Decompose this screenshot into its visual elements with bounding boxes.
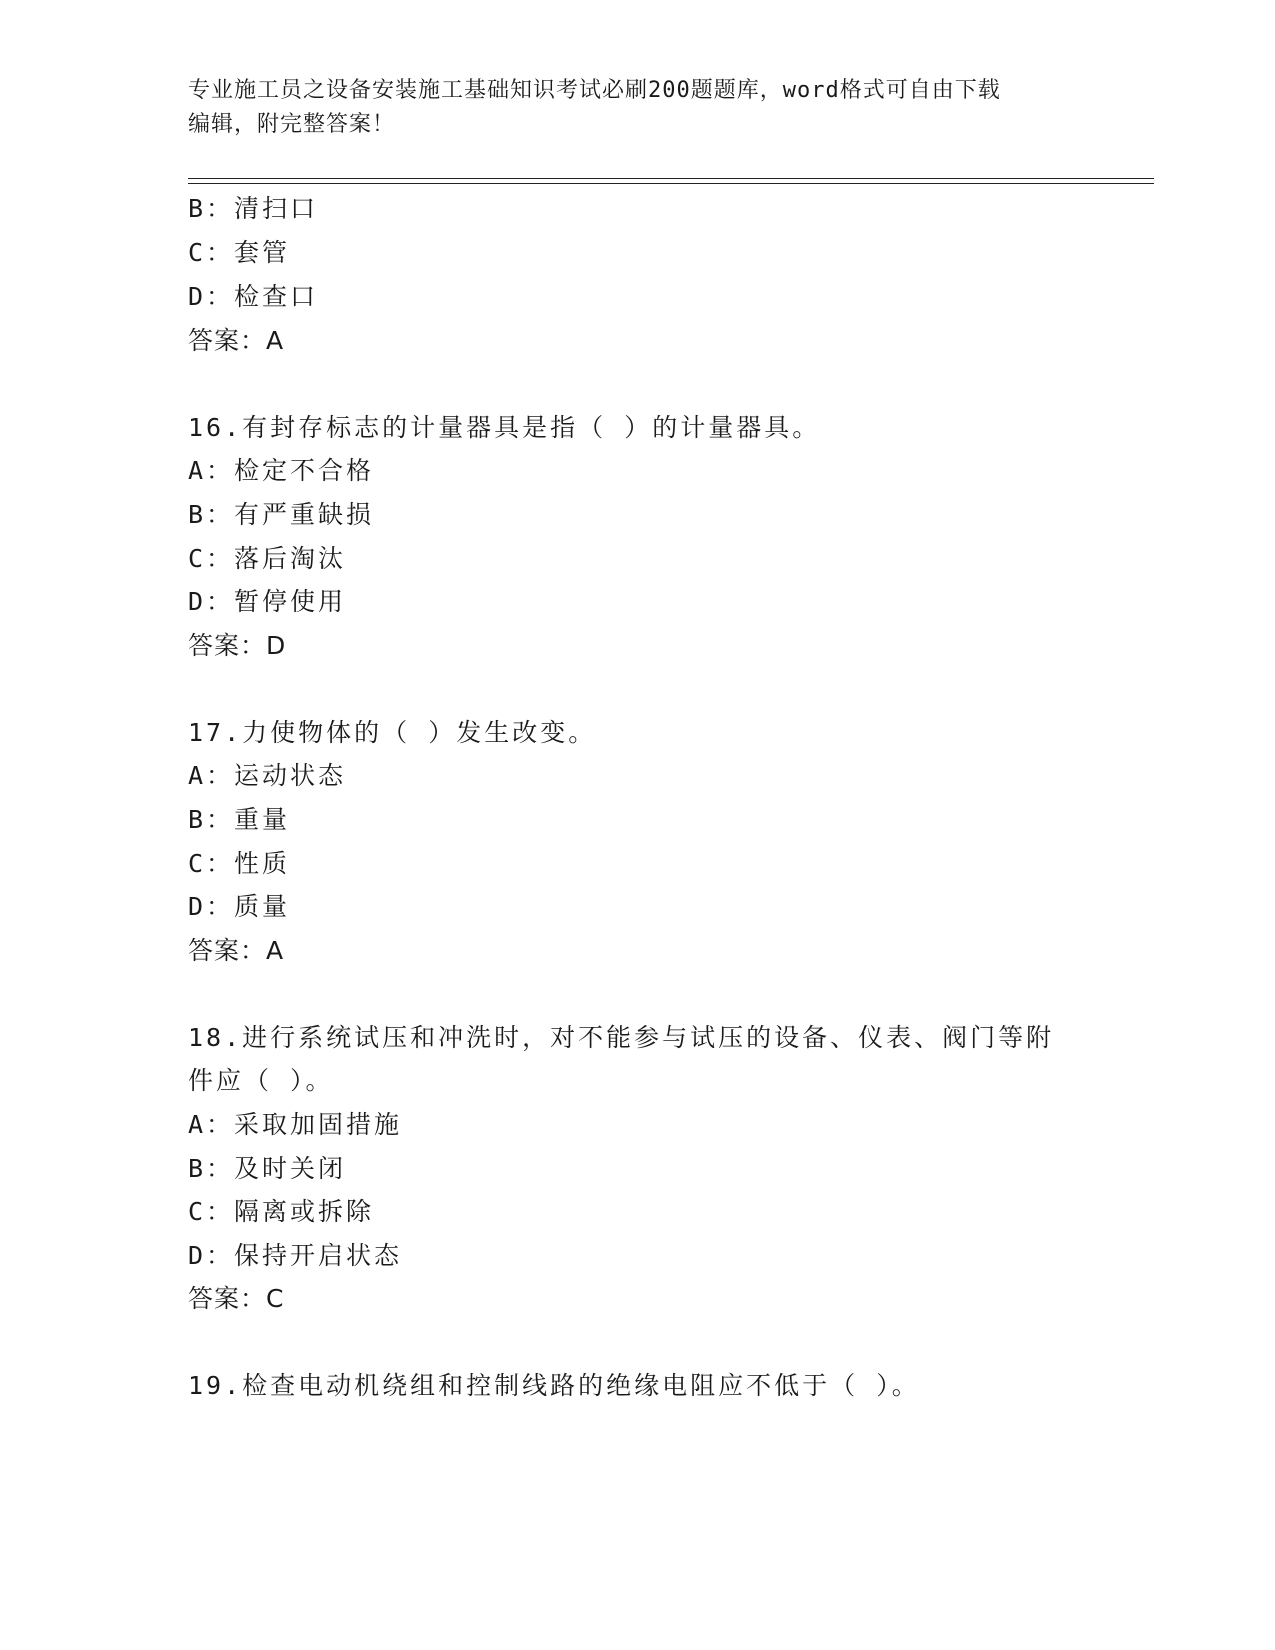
q17-option-d: D：质量 (188, 892, 291, 921)
q16-option-b: B：有严重缺损 (188, 500, 375, 529)
q18-question-line-2: 件应（ ）。 (188, 1066, 334, 1095)
q18-answer: 答案：C (188, 1284, 285, 1313)
q18-option-c: C：隔离或拆除 (188, 1197, 375, 1226)
q18-option-d: D：保持开启状态 (188, 1241, 403, 1270)
q18-option-b: B：及时关闭 (188, 1154, 347, 1183)
q15-option-b: B：清扫口 (188, 194, 319, 223)
q16-question: 16.有封存标志的计量器具是指（ ）的计量器具。 (188, 413, 821, 442)
q15-option-c: C：套管 (188, 238, 291, 267)
q15-answer: 答案：A (188, 326, 285, 355)
q18-question-line-1: 18.进行系统试压和冲洗时，对不能参与试压的设备、仪表、阀门等附 (188, 1023, 1055, 1052)
q17-option-b: B：重量 (188, 805, 291, 834)
q16-option-c: C：落后淘汰 (188, 544, 347, 573)
q17-option-a: A：运动状态 (188, 761, 347, 790)
q17-option-c: C：性质 (188, 849, 291, 878)
q17-answer: 答案：A (188, 936, 285, 965)
header-line-2: 编辑，附完整答案！ (188, 112, 396, 137)
document-header (188, 74, 1068, 142)
q15-option-d: D：检查口 (188, 282, 319, 311)
header-line-1: 专业施工员之设备安装施工基础知识考试必刷200题题库，word格式可自由下载 (188, 78, 1001, 103)
header-rule-top (188, 178, 1154, 179)
header-rule-bottom (188, 183, 1154, 184)
q16-option-a: A：检定不合格 (188, 456, 375, 485)
q17-question: 17.力使物体的（ ）发生改变。 (188, 718, 597, 747)
q16-option-d: D：暂停使用 (188, 587, 347, 616)
q18-option-a: A：采取加固措施 (188, 1110, 403, 1139)
q19-question: 19.检查电动机绕组和控制线路的绝缘电阻应不低于（ ）。 (188, 1371, 920, 1400)
q16-answer: 答案：D (188, 631, 287, 660)
